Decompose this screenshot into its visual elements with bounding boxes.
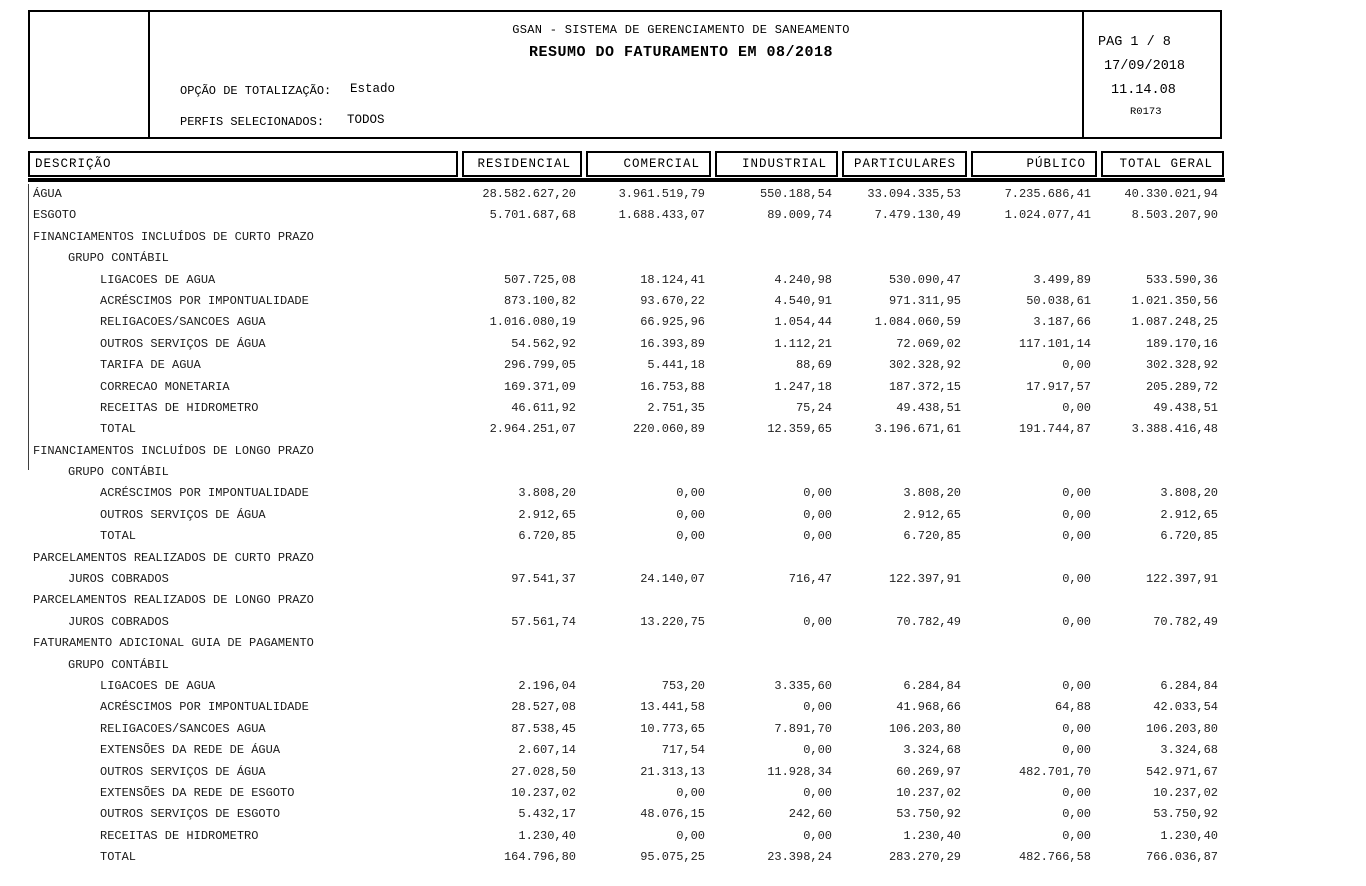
report-table-body	[28, 184, 1225, 869]
row-value: 0,00	[803, 785, 832, 800]
row-value: 0,00	[803, 700, 832, 715]
row-label: CORRECAO MONETARIA	[100, 379, 230, 394]
row-label: PARCELAMENTOS REALIZADOS DE LONGO PRAZO	[33, 593, 314, 608]
report-time: 11.14.08	[1111, 83, 1176, 98]
column-header-descri-o: DESCRIÇÃO	[28, 151, 458, 177]
row-value: 23.398,24	[767, 850, 832, 865]
row-value: 106.203,80	[888, 721, 961, 736]
row-label: FINANCIAMENTOS INCLUÍDOS DE CURTO PRAZO	[33, 229, 314, 244]
section-row	[28, 227, 1225, 248]
row-label: OUTROS SERVIÇOS DE ÁGUA	[100, 764, 266, 779]
row-value: 1.054,44	[774, 315, 832, 330]
row-value: 1.084.060,59	[874, 315, 961, 330]
row-value: 122.397,91	[1145, 572, 1218, 587]
row-value: 5.432,17	[518, 807, 576, 822]
row-value: 2.607,14	[518, 743, 576, 758]
row-value: 0,00	[676, 507, 705, 522]
row-value: 507.725,08	[503, 272, 576, 287]
row-value: 122.397,91	[888, 572, 961, 587]
row-label: RELIGACOES/SANCOES AGUA	[100, 721, 266, 736]
row-value: 550.188,54	[759, 187, 832, 201]
row-value: 10.237,02	[511, 785, 576, 800]
row-value: 3.388.416,48	[1131, 422, 1218, 437]
row-value: 7.891,70	[774, 721, 832, 736]
section-row	[28, 655, 1225, 676]
row-value: 2.964.251,07	[489, 422, 576, 437]
row-value: 49.438,51	[1153, 400, 1218, 415]
table-row	[28, 762, 1225, 783]
row-label: EXTENSÕES DA REDE DE ESGOTO	[100, 785, 295, 800]
row-value: 66.925,96	[640, 315, 705, 330]
row-value: 33.094.335,53	[867, 187, 961, 201]
table-row	[28, 291, 1225, 312]
row-value: 87.538,45	[511, 721, 576, 736]
row-value: 72.069,02	[896, 336, 961, 351]
row-label: RECEITAS DE HIDROMETRO	[100, 400, 259, 415]
row-value: 5.701.687,68	[489, 208, 576, 223]
row-value: 64,88	[1054, 700, 1091, 715]
table-row	[28, 355, 1225, 376]
row-label: EXTENSÕES DA REDE DE ÁGUA	[100, 743, 281, 758]
row-value: 482.701,70	[1018, 764, 1091, 779]
row-value: 0,00	[1062, 743, 1091, 758]
row-value: 28.527,08	[511, 700, 576, 715]
table-row	[28, 312, 1225, 333]
table-header-row	[28, 151, 1225, 182]
section-row	[28, 441, 1225, 462]
row-value: 187.372,15	[888, 379, 961, 394]
row-value: 302.328,92	[888, 358, 961, 373]
row-value: 49.438,51	[896, 400, 961, 415]
row-value: 753,20	[661, 678, 705, 693]
row-value: 48.076,15	[640, 807, 705, 822]
table-row	[28, 270, 1225, 291]
row-value: 3.499,89	[1033, 272, 1091, 287]
row-label: RECEITAS DE HIDROMETRO	[100, 828, 259, 843]
row-label: OUTROS SERVIÇOS DE ÁGUA	[100, 336, 266, 351]
row-label: LIGACOES DE AGUA	[100, 678, 216, 693]
row-value: 8.503.207,90	[1131, 208, 1218, 223]
table-row	[28, 697, 1225, 718]
row-value: 27.028,50	[511, 764, 576, 779]
row-value: 0,00	[676, 486, 705, 501]
row-value: 28.582.627,20	[482, 187, 576, 201]
row-value: 21.313,13	[640, 764, 705, 779]
profiles-value: TODOS	[347, 113, 385, 127]
row-value: 533.590,36	[1145, 272, 1218, 287]
table-row	[28, 184, 1225, 205]
row-value: 42.033,54	[1153, 700, 1218, 715]
table-row	[28, 719, 1225, 740]
row-label: FATURAMENTO ADICIONAL GUIA DE PAGAMENTO	[33, 636, 314, 651]
table-row	[28, 334, 1225, 355]
section-row	[28, 248, 1225, 269]
row-value: 3.961.519,79	[618, 187, 705, 201]
row-value: 13.441,58	[640, 700, 705, 715]
totalization-value: Estado	[350, 82, 396, 96]
row-value: 89.009,74	[767, 208, 832, 223]
row-value: 117.101,14	[1018, 336, 1091, 351]
row-label: GRUPO CONTÁBIL	[68, 657, 169, 672]
row-value: 242,60	[788, 807, 832, 822]
table-row	[28, 205, 1225, 226]
row-value: 296.799,05	[503, 358, 576, 373]
row-value: 1.230,40	[903, 828, 961, 843]
row-label: TOTAL	[100, 850, 137, 865]
row-value: 3.324,68	[903, 743, 961, 758]
row-value: 220.060,89	[632, 422, 705, 437]
row-value: 0,00	[676, 785, 705, 800]
table-row	[28, 419, 1225, 440]
row-value: 205.289,72	[1145, 379, 1218, 394]
row-value: 1.016.080,19	[489, 315, 576, 330]
row-value: 873.100,82	[503, 293, 576, 308]
row-value: 191.744,87	[1018, 422, 1091, 437]
row-value: 3.187,66	[1033, 315, 1091, 330]
row-label: ACRÉSCIMOS POR IMPONTUALIDADE	[100, 700, 309, 715]
row-value: 70.782,49	[896, 614, 961, 629]
row-value: 717,54	[661, 743, 705, 758]
row-value: 482.766,58	[1018, 850, 1091, 865]
table-row	[28, 398, 1225, 419]
row-value: 17.917,57	[1026, 379, 1091, 394]
section-row	[28, 462, 1225, 483]
row-value: 766.036,87	[1145, 850, 1218, 865]
row-value: 2.912,65	[518, 507, 576, 522]
row-value: 0,00	[1062, 678, 1091, 693]
profiles-label: PERFIS SELECIONADOS:	[180, 115, 325, 129]
row-value: 2.196,04	[518, 678, 576, 693]
row-label: FINANCIAMENTOS INCLUÍDOS DE LONGO PRAZO	[33, 443, 314, 458]
row-label: TOTAL	[100, 529, 137, 544]
table-row	[28, 612, 1225, 633]
row-value: 13.220,75	[640, 614, 705, 629]
row-value: 3.808,20	[903, 486, 961, 501]
row-label: OUTROS SERVIÇOS DE ESGOTO	[100, 807, 281, 822]
column-header-p-blico: PÚBLICO	[971, 151, 1097, 177]
row-value: 3.808,20	[518, 486, 576, 501]
row-label: ACRÉSCIMOS POR IMPONTUALIDADE	[100, 486, 309, 501]
row-value: 0,00	[1062, 807, 1091, 822]
row-value: 0,00	[1062, 358, 1091, 373]
row-value: 716,47	[788, 572, 832, 587]
row-value: 0,00	[1062, 400, 1091, 415]
row-label: LIGACOES DE AGUA	[100, 272, 216, 287]
row-value: 4.540,91	[774, 293, 832, 308]
row-value: 0,00	[1062, 828, 1091, 843]
row-value: 1.112,21	[774, 336, 832, 351]
row-value: 0,00	[803, 743, 832, 758]
table-row	[28, 826, 1225, 847]
report-code: R0173	[1130, 106, 1162, 118]
row-value: 6.284,84	[1160, 678, 1218, 693]
table-row	[28, 569, 1225, 590]
page-title: RESUMO DO FATURAMENTO EM 08/2018	[528, 44, 834, 61]
row-value: 0,00	[1062, 486, 1091, 501]
row-label: TOTAL	[100, 422, 137, 437]
row-value: 7.479.130,49	[874, 208, 961, 223]
row-value: 70.782,49	[1153, 614, 1218, 629]
report-date: 17/09/2018	[1104, 59, 1186, 74]
row-value: 6.720,85	[903, 529, 961, 544]
row-value: 53.750,92	[1153, 807, 1218, 822]
table-row	[28, 505, 1225, 526]
row-value: 0,00	[1062, 721, 1091, 736]
table-row	[28, 676, 1225, 697]
row-value: 302.328,92	[1145, 358, 1218, 373]
table-row	[28, 526, 1225, 547]
row-value: 0,00	[1062, 614, 1091, 629]
table-row	[28, 847, 1225, 868]
section-row	[28, 590, 1225, 611]
row-value: 18.124,41	[640, 272, 705, 287]
row-value: 53.750,92	[896, 807, 961, 822]
row-value: 1.024.077,41	[1004, 208, 1091, 223]
row-value: 0,00	[676, 828, 705, 843]
row-value: 3.324,68	[1160, 743, 1218, 758]
totalization-label: OPÇÃO DE TOTALIZAÇÃO:	[180, 84, 332, 98]
row-value: 16.753,88	[640, 379, 705, 394]
row-value: 95.075,25	[640, 850, 705, 865]
row-label: ACRÉSCIMOS POR IMPONTUALIDADE	[100, 293, 309, 308]
column-header-total-geral: TOTAL GERAL	[1101, 151, 1224, 177]
row-value: 0,00	[676, 529, 705, 544]
row-value: 2.751,35	[647, 400, 705, 415]
column-header-particulares: PARTICULARES	[842, 151, 967, 177]
row-value: 0,00	[803, 614, 832, 629]
table-row	[28, 740, 1225, 761]
row-value: 41.968,66	[896, 700, 961, 715]
row-value: 1.247,18	[774, 379, 832, 394]
row-label: GRUPO CONTÁBIL	[68, 465, 169, 480]
row-label: RELIGACOES/SANCOES AGUA	[100, 315, 266, 330]
row-value: 542.971,67	[1145, 764, 1218, 779]
row-label: JUROS COBRADOS	[68, 572, 169, 587]
row-label: ÁGUA	[33, 187, 62, 201]
row-value: 1.087.248,25	[1131, 315, 1218, 330]
report-titles	[150, 12, 1082, 61]
row-value: 10.237,02	[1153, 785, 1218, 800]
row-label: TARIFA DE AGUA	[100, 358, 201, 373]
logo-placeholder-box	[28, 10, 150, 139]
section-row	[28, 548, 1225, 569]
row-value: 0,00	[1062, 785, 1091, 800]
row-value: 50.038,61	[1026, 293, 1091, 308]
column-header-residencial: RESIDENCIAL	[462, 151, 582, 177]
row-value: 3.808,20	[1160, 486, 1218, 501]
row-value: 106.203,80	[1145, 721, 1218, 736]
row-value: 10.237,02	[896, 785, 961, 800]
row-value: 0,00	[803, 828, 832, 843]
row-value: 530.090,47	[888, 272, 961, 287]
row-value: 5.441,18	[647, 358, 705, 373]
row-value: 10.773,65	[640, 721, 705, 736]
row-value: 11.928,34	[767, 764, 832, 779]
table-row	[28, 377, 1225, 398]
row-value: 169.371,09	[503, 379, 576, 394]
page-number: PAG 1 / 8	[1098, 35, 1171, 50]
row-value: 6.284,84	[903, 678, 961, 693]
row-value: 4.240,98	[774, 272, 832, 287]
row-value: 0,00	[803, 529, 832, 544]
row-label: JUROS COBRADOS	[68, 614, 169, 629]
row-label: GRUPO CONTÁBIL	[68, 251, 169, 266]
row-value: 1.230,40	[518, 828, 576, 843]
row-value: 7.235.686,41	[1004, 187, 1091, 201]
row-value: 1.688.433,07	[618, 208, 705, 223]
row-value: 16.393,89	[640, 336, 705, 351]
row-value: 2.912,65	[903, 507, 961, 522]
table-row	[28, 483, 1225, 504]
row-value: 3.335,60	[774, 678, 832, 693]
row-value: 6.720,85	[1160, 529, 1218, 544]
report-header-box	[150, 10, 1082, 139]
row-value: 0,00	[1062, 507, 1091, 522]
row-label: ESGOTO	[33, 208, 77, 223]
row-value: 97.541,37	[511, 572, 576, 587]
row-value: 0,00	[803, 486, 832, 501]
row-label: OUTROS SERVIÇOS DE ÁGUA	[100, 507, 266, 522]
row-value: 57.561,74	[511, 614, 576, 629]
row-value: 283.270,29	[888, 850, 961, 865]
column-header-comercial: COMERCIAL	[586, 151, 711, 177]
section-row	[28, 633, 1225, 654]
row-value: 88,69	[795, 358, 832, 373]
row-value: 1.230,40	[1160, 828, 1218, 843]
row-value: 1.021.350,56	[1131, 293, 1218, 308]
row-value: 93.670,22	[640, 293, 705, 308]
row-value: 46.611,92	[511, 400, 576, 415]
column-header-industrial: INDUSTRIAL	[715, 151, 838, 177]
row-value: 2.912,65	[1160, 507, 1218, 522]
row-value: 12.359,65	[767, 422, 832, 437]
page-info-box	[1082, 10, 1222, 139]
row-label: PARCELAMENTOS REALIZADOS DE CURTO PRAZO	[33, 550, 314, 565]
row-value: 54.562,92	[511, 336, 576, 351]
table-row	[28, 804, 1225, 825]
row-value: 164.796,80	[503, 850, 576, 865]
row-value: 6.720,85	[518, 529, 576, 544]
row-value: 0,00	[1062, 572, 1091, 587]
system-title: GSAN - SISTEMA DE GERENCIAMENTO DE SANEAMENTO	[512, 23, 850, 37]
table-row	[28, 783, 1225, 804]
row-value: 0,00	[803, 507, 832, 522]
row-value: 24.140,07	[640, 572, 705, 587]
row-value: 3.196.671,61	[874, 422, 961, 437]
row-value: 40.330.021,94	[1124, 187, 1218, 201]
row-value: 60.269,97	[896, 764, 961, 779]
row-value: 0,00	[1062, 529, 1091, 544]
row-value: 75,24	[795, 400, 832, 415]
row-value: 189.170,16	[1145, 336, 1218, 351]
row-value: 971.311,95	[888, 293, 961, 308]
